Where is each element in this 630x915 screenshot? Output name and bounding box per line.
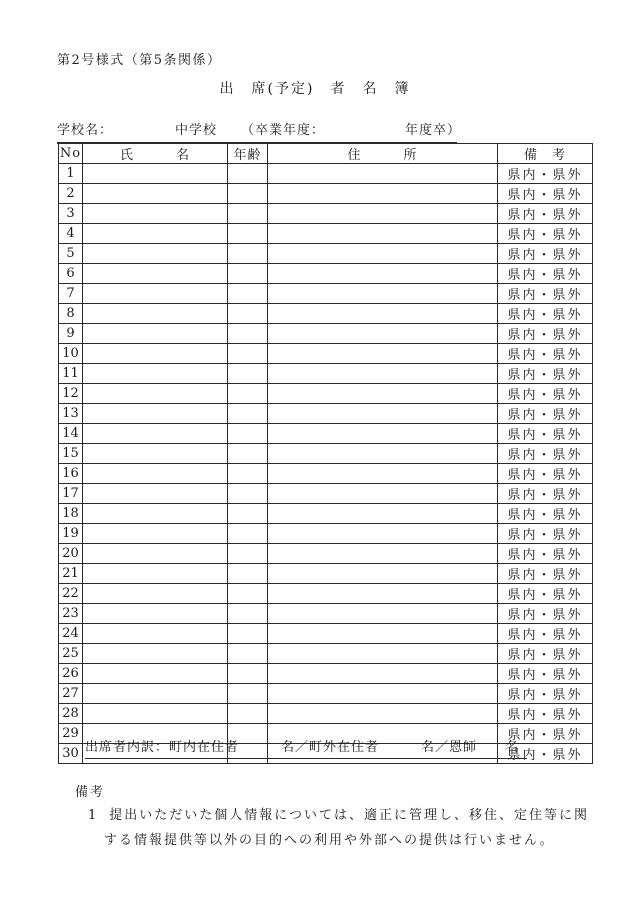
remarks-cell: 県内・県外 xyxy=(498,224,593,244)
name-cell xyxy=(83,264,228,284)
row-number-cell: 26 xyxy=(59,664,83,684)
address-cell xyxy=(268,224,498,244)
row-number-cell: 19 xyxy=(59,524,83,544)
table-row xyxy=(59,364,593,384)
remarks-cell: 県内・県外 xyxy=(498,304,593,324)
remarks-cell: 県内・県外 xyxy=(498,244,593,264)
remarks-cell: 県内・県外 xyxy=(498,164,593,184)
address-cell xyxy=(268,704,498,724)
table-row xyxy=(59,644,593,664)
row-number-cell: 3 xyxy=(59,204,83,224)
age-cell xyxy=(228,524,268,544)
address-cell xyxy=(268,324,498,344)
name-cell xyxy=(83,644,228,664)
name-cell xyxy=(83,524,228,544)
grad-year-suffix: 年度卒） xyxy=(405,123,462,138)
remarks-cell: 県内・県外 xyxy=(498,564,593,584)
age-cell xyxy=(228,504,268,524)
row-number-cell: 13 xyxy=(59,404,83,424)
table-row xyxy=(59,264,593,284)
table-row xyxy=(59,684,593,704)
age-cell xyxy=(228,164,268,184)
row-number-cell: 24 xyxy=(59,624,83,644)
address-cell xyxy=(268,444,498,464)
name-cell xyxy=(83,584,228,604)
age-cell xyxy=(228,584,268,604)
remarks-cell: 県内・県外 xyxy=(498,504,593,524)
age-cell xyxy=(228,344,268,364)
name-cell xyxy=(83,224,228,244)
remarks-cell: 県内・県外 xyxy=(498,364,593,384)
remarks-cell: 県内・県外 xyxy=(498,204,593,224)
name-cell xyxy=(83,324,228,344)
roster-header xyxy=(59,144,593,164)
remarks-cell: 県内・県外 xyxy=(498,284,593,304)
name-cell xyxy=(83,624,228,644)
name-cell xyxy=(83,424,228,444)
name-cell xyxy=(83,604,228,624)
name-cell xyxy=(83,564,228,584)
table-row xyxy=(59,484,593,504)
table-row xyxy=(59,244,593,264)
row-number-cell: 10 xyxy=(59,344,83,364)
name-cell xyxy=(83,444,228,464)
school-line xyxy=(57,119,462,144)
age-cell xyxy=(228,244,268,264)
row-number-cell: 17 xyxy=(59,484,83,504)
row-number-cell: 23 xyxy=(59,604,83,624)
address-cell xyxy=(268,664,498,684)
table-row xyxy=(59,564,593,584)
row-number-cell: 22 xyxy=(59,584,83,604)
remarks-cell: 県内・県外 xyxy=(498,464,593,484)
table-row xyxy=(59,184,593,204)
row-number-cell: 1 xyxy=(59,164,83,184)
row-number-cell: 7 xyxy=(59,284,83,304)
address-cell xyxy=(268,364,498,384)
address-cell xyxy=(268,524,498,544)
row-number-cell: 6 xyxy=(59,264,83,284)
age-cell xyxy=(228,484,268,504)
table-row xyxy=(59,224,593,244)
table-row xyxy=(59,404,593,424)
note-item-1 xyxy=(88,804,589,823)
address-cell xyxy=(268,464,498,484)
row-number-cell: 20 xyxy=(59,544,83,564)
address-cell xyxy=(268,684,498,704)
table-row xyxy=(59,324,593,344)
row-number-cell: 30 xyxy=(59,744,83,764)
remarks-cell: 県内・県外 xyxy=(498,544,593,564)
roster-body xyxy=(59,164,593,764)
row-number-cell: 27 xyxy=(59,684,83,704)
column-header-name: 氏 名 xyxy=(83,144,228,164)
age-cell xyxy=(228,684,268,704)
row-number-cell: 12 xyxy=(59,384,83,404)
address-cell xyxy=(268,504,498,524)
name-cell xyxy=(83,364,228,384)
table-row xyxy=(59,204,593,224)
school-type-label: 中学校 xyxy=(175,123,218,138)
address-cell xyxy=(268,604,498,624)
school-name-blank xyxy=(113,133,175,134)
remarks-cell: 県内・県外 xyxy=(498,344,593,364)
age-cell xyxy=(228,664,268,684)
address-cell xyxy=(268,164,498,184)
remarks-cell: 県内・県外 xyxy=(498,744,593,764)
table-row xyxy=(59,344,593,364)
name-cell xyxy=(83,304,228,324)
table-row xyxy=(59,524,593,544)
name-cell xyxy=(83,704,228,724)
age-cell xyxy=(228,304,268,324)
address-cell xyxy=(268,424,498,444)
table-row xyxy=(59,384,593,404)
table-row xyxy=(59,504,593,524)
remarks-cell: 県内・県外 xyxy=(498,524,593,544)
age-cell xyxy=(228,184,268,204)
remarks-cell: 県内・県外 xyxy=(498,584,593,604)
address-cell xyxy=(268,264,498,284)
name-cell xyxy=(83,204,228,224)
address-cell xyxy=(268,244,498,264)
remarks-cell: 県内・県外 xyxy=(498,444,593,464)
remarks-cell: 県内・県外 xyxy=(498,724,593,744)
column-header-address: 住 所 xyxy=(268,144,498,164)
address-cell xyxy=(268,564,498,584)
name-cell xyxy=(83,664,228,684)
age-cell xyxy=(228,704,268,724)
column-header-no: No xyxy=(59,144,83,164)
remarks-cell: 県内・県外 xyxy=(498,644,593,664)
grad-year-blank xyxy=(325,133,405,134)
table-row xyxy=(59,164,593,184)
note-item-number: 1 xyxy=(88,808,97,823)
address-cell xyxy=(268,384,498,404)
address-cell xyxy=(268,584,498,604)
name-cell xyxy=(83,404,228,424)
row-number-cell: 11 xyxy=(59,364,83,384)
age-cell xyxy=(228,384,268,404)
age-cell xyxy=(228,624,268,644)
remarks-cell: 県内・県外 xyxy=(498,404,593,424)
table-row xyxy=(59,624,593,644)
row-number-cell: 21 xyxy=(59,564,83,584)
address-cell xyxy=(268,204,498,224)
age-cell xyxy=(228,224,268,244)
remarks-cell: 県内・県外 xyxy=(498,384,593,404)
notes-label: 備考 xyxy=(75,785,106,800)
remarks-cell: 県内・県外 xyxy=(498,484,593,504)
table-row xyxy=(59,424,593,444)
row-number-cell: 16 xyxy=(59,464,83,484)
table-row xyxy=(59,304,593,324)
note-item-text-line2: する情報提供等以外の目的への利用や外部への提供は行いません。 xyxy=(104,833,555,848)
address-cell xyxy=(268,344,498,364)
table-row xyxy=(59,544,593,564)
name-cell xyxy=(83,244,228,264)
address-cell xyxy=(268,624,498,644)
row-number-cell: 15 xyxy=(59,444,83,464)
name-cell xyxy=(83,184,228,204)
column-header-remarks: 備 考 xyxy=(498,144,593,164)
name-cell xyxy=(83,504,228,524)
grad-year-label: （卒業年度： xyxy=(241,123,326,138)
row-number-cell: 5 xyxy=(59,244,83,264)
age-cell xyxy=(228,204,268,224)
name-cell xyxy=(83,164,228,184)
age-cell xyxy=(228,644,268,664)
name-cell xyxy=(83,284,228,304)
remarks-cell: 県内・県外 xyxy=(498,624,593,644)
row-number-cell: 9 xyxy=(59,324,83,344)
age-cell xyxy=(228,604,268,624)
address-cell xyxy=(268,484,498,504)
age-cell xyxy=(228,564,268,584)
age-cell xyxy=(228,324,268,344)
age-cell xyxy=(228,404,268,424)
remarks-cell: 県内・県外 xyxy=(498,184,593,204)
attendee-breakdown-line: 出席者内訳：町内在住者 名／町外在住者 名／恩師 名 xyxy=(85,736,527,759)
page-title: 出 席(予定) 者 名 簿 xyxy=(219,81,411,97)
age-cell xyxy=(228,464,268,484)
row-number-cell: 25 xyxy=(59,644,83,664)
age-cell xyxy=(228,444,268,464)
age-cell xyxy=(228,264,268,284)
age-cell xyxy=(228,364,268,384)
row-number-cell: 28 xyxy=(59,704,83,724)
address-cell xyxy=(268,284,498,304)
school-line-gap xyxy=(217,133,241,134)
row-number-cell: 18 xyxy=(59,504,83,524)
column-header-age: 年齢 xyxy=(228,144,268,164)
table-row xyxy=(59,604,593,624)
address-cell xyxy=(268,304,498,324)
table-row xyxy=(59,464,593,484)
form-number: 第2号様式（第5条関係） xyxy=(57,53,222,68)
remarks-cell: 県内・県外 xyxy=(498,684,593,704)
remarks-cell: 県内・県外 xyxy=(498,264,593,284)
address-cell xyxy=(268,184,498,204)
address-cell xyxy=(268,544,498,564)
table-row xyxy=(59,664,593,684)
name-cell xyxy=(83,344,228,364)
age-cell xyxy=(228,544,268,564)
address-cell xyxy=(268,644,498,664)
row-number-cell: 14 xyxy=(59,424,83,444)
remarks-cell: 県内・県外 xyxy=(498,324,593,344)
table-row xyxy=(59,704,593,724)
table-row xyxy=(59,584,593,604)
row-number-cell: 2 xyxy=(59,184,83,204)
name-cell xyxy=(83,684,228,704)
school-name-label: 学校名： xyxy=(57,123,114,138)
note-item-text-line1: 提出いただいた個人情報については、適正に管理し、移住、定住等に関 xyxy=(109,808,590,823)
remarks-cell: 県内・県外 xyxy=(498,604,593,624)
roster-table xyxy=(58,143,593,764)
remarks-cell: 県内・県外 xyxy=(498,664,593,684)
remarks-cell: 県内・県外 xyxy=(498,424,593,444)
table-row xyxy=(59,444,593,464)
name-cell xyxy=(83,484,228,504)
age-cell xyxy=(228,284,268,304)
row-number-cell: 4 xyxy=(59,224,83,244)
row-number-cell: 8 xyxy=(59,304,83,324)
address-cell xyxy=(268,404,498,424)
name-cell xyxy=(83,384,228,404)
header-row xyxy=(59,144,593,164)
name-cell xyxy=(83,464,228,484)
remarks-cell: 県内・県外 xyxy=(498,704,593,724)
row-number-cell: 29 xyxy=(59,724,83,744)
table-row xyxy=(59,284,593,304)
name-cell xyxy=(83,544,228,564)
age-cell xyxy=(228,424,268,444)
